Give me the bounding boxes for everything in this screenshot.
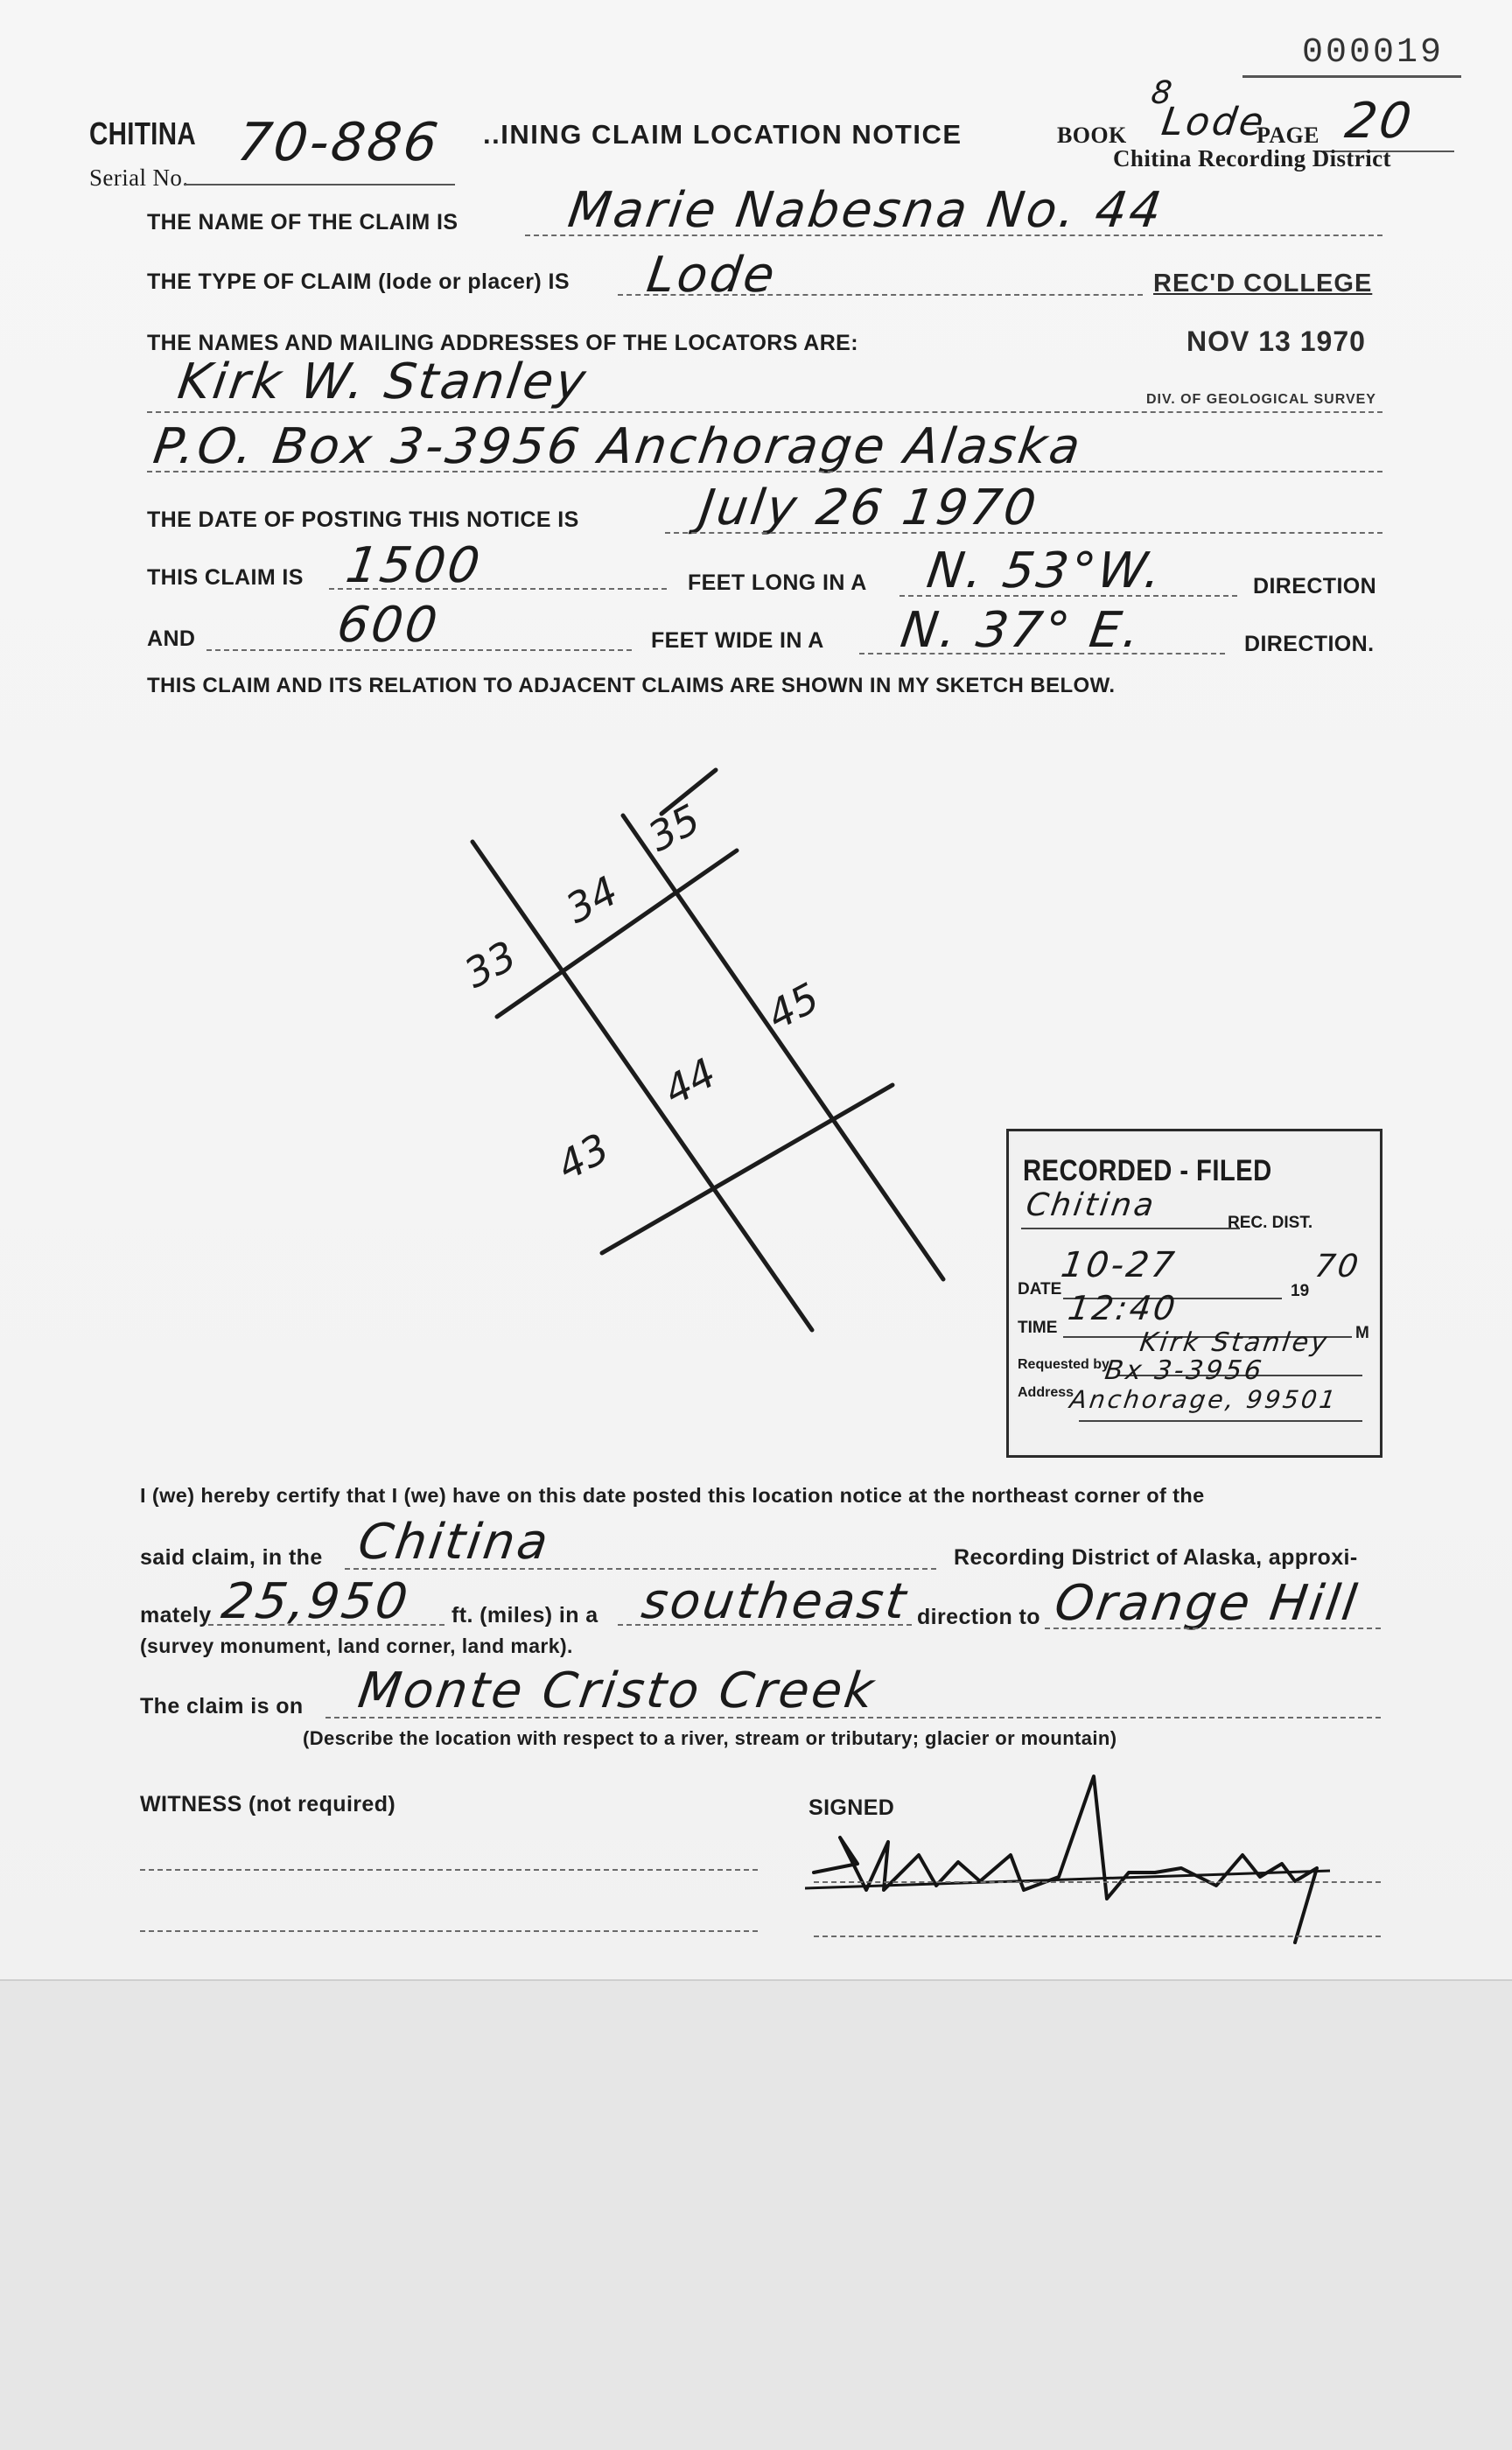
serial-label: Serial No.	[89, 164, 189, 191]
recording-district: Chitina Recording District	[1113, 145, 1391, 172]
sketch-line-top-cross	[497, 850, 737, 1017]
sketch-claim-43: 43	[549, 1124, 617, 1190]
posting-date-value: July 26 1970	[696, 480, 1042, 536]
filed-stamp-time-label: TIME	[1018, 1319, 1058, 1337]
certification-text-1: I (we) hereby certify that I (we) have on this date posted this location notice at the northeast corner of the	[140, 1484, 1205, 1507]
form-title: ..INING CLAIM LOCATION NOTICE	[483, 119, 962, 150]
claim-is-label: THIS CLAIM IS	[147, 565, 304, 590]
describe-note: (Describe the location with respect to a river, stream or tributary; glacier or mountain)	[303, 1727, 1117, 1749]
filed-stamp-date-value: 10-27	[1058, 1245, 1180, 1285]
filed-stamp-year-value: 70	[1312, 1249, 1363, 1284]
filed-stamp-district-line	[1021, 1228, 1240, 1229]
sketch-label: THIS CLAIM AND ITS RELATION TO ADJACENT CLAIMS ARE SHOWN IN MY SKETCH BELOW.	[147, 674, 1116, 697]
certification-text-3b: ft. (miles) in a	[452, 1603, 598, 1628]
witness-line-1	[140, 1869, 758, 1871]
filed-stamp-meridiem: M	[1355, 1324, 1369, 1342]
page-label: PAGE	[1256, 122, 1320, 148]
signed-line-1	[814, 1881, 1381, 1883]
locator-name: Kirk W. Stanley	[174, 354, 592, 410]
locators-label: THE NAMES AND MAILING ADDRESSES OF THE LOCATORS ARE:	[147, 331, 858, 355]
certification-direction-value: southeast	[638, 1573, 912, 1630]
sketch-claim-45: 45	[759, 973, 827, 1040]
scan-lower-margin	[0, 1979, 1512, 2450]
direction-label: DIRECTION	[1253, 574, 1377, 598]
certification-district-line	[345, 1568, 936, 1570]
received-stamp-dept: DIV. OF GEOLOGICAL SURVEY	[1146, 392, 1376, 407]
filed-stamp-rec-dist-label: REC. DIST.	[1228, 1214, 1313, 1232]
length-value: 1500	[342, 537, 486, 594]
sketch-claim-35: 35	[640, 794, 708, 861]
claim-on-value: Monte Cristo Creek	[354, 1662, 880, 1719]
filed-stamp-address-line	[1079, 1420, 1362, 1422]
sketch-claim-33: 33	[456, 931, 524, 998]
filed-stamp-year-prefix: 19	[1291, 1282, 1310, 1300]
claim-name-label: THE NAME OF THE CLAIM IS	[147, 210, 458, 234]
certification-direction-line	[618, 1624, 912, 1626]
filed-stamp-district: Chitina	[1024, 1187, 1158, 1223]
filed-stamp-address-line2: Anchorage, 99501	[1068, 1385, 1340, 1414]
claim-on-label: The claim is on	[140, 1694, 304, 1718]
feet-long-label: FEET LONG IN A	[688, 570, 867, 595]
certification-district-value: Chitina	[354, 1514, 555, 1571]
and-label: AND	[147, 626, 196, 651]
filed-stamp-address-line1: Bx 3-3956	[1102, 1355, 1266, 1386]
witness-line-2	[140, 1930, 758, 1932]
book-value: Lode	[1158, 100, 1270, 144]
certification-text-3c: direction to	[917, 1605, 1040, 1629]
locator-address: P.O. Box 3-3956 Anchorage Alaska	[150, 418, 1087, 475]
certification-text-3a: mately	[140, 1603, 212, 1628]
length-direction: N. 53°W.	[923, 542, 1167, 599]
posting-date-label: THE DATE OF POSTING THIS NOTICE IS	[147, 508, 579, 532]
signed-line-2	[814, 1936, 1381, 1937]
district-stamp: CHITINA	[89, 116, 197, 151]
page-value: 20	[1341, 93, 1418, 150]
claim-name-value: Marie Nabesna No. 44	[564, 182, 1168, 239]
book-label: BOOK	[1057, 122, 1127, 148]
witness-label: WITNESS (not required)	[140, 1792, 396, 1816]
certification-distance-line	[208, 1624, 444, 1626]
width-value: 600	[333, 597, 444, 654]
filed-stamp-requested-value: Kirk Stanley	[1138, 1327, 1332, 1358]
certification-landmark-line	[1045, 1628, 1381, 1629]
certification-landmark-value: Orange Hill	[1051, 1575, 1363, 1632]
sketch-claim-34: 34	[557, 866, 626, 933]
received-stamp-date: NOV 13 1970	[1186, 326, 1366, 357]
serial-value: 70-886	[234, 112, 444, 173]
filed-stamp-date-label: DATE	[1018, 1280, 1062, 1298]
certification-text-2b: Recording District of Alaska, approxi-	[954, 1545, 1358, 1570]
certification-text-4: (survey monument, land corner, land mark).	[140, 1634, 573, 1657]
filed-stamp-time-value: 12:40	[1065, 1289, 1180, 1327]
certification-text-2a: said claim, in the	[140, 1545, 323, 1570]
direction-label-2: DIRECTION.	[1244, 632, 1375, 656]
claim-type-value: Lode	[643, 247, 781, 304]
sketch-line-right-boundary	[623, 816, 943, 1279]
claim-type-label: THE TYPE OF CLAIM (lode or placer) IS	[147, 270, 570, 294]
document-number: 000019	[1302, 33, 1445, 73]
received-stamp-line1: REC'D COLLEGE	[1153, 270, 1373, 298]
signature-mark	[805, 1759, 1382, 1951]
width-direction: N. 37° E.	[897, 602, 1146, 659]
filed-stamp-address-label: Address	[1018, 1385, 1074, 1400]
sketch-line-bottom-cross	[602, 1085, 892, 1253]
feet-wide-label: FEET WIDE IN A	[651, 628, 824, 653]
book-number: 8	[1149, 75, 1177, 111]
certification-distance-value: 25,950	[218, 1573, 414, 1630]
signed-label: SIGNED	[808, 1796, 895, 1820]
sketch-claim-44: 44	[655, 1048, 724, 1115]
claim-on-line	[326, 1717, 1381, 1718]
filed-stamp-title: RECORDED - FILED	[1023, 1154, 1272, 1187]
filed-stamp-requested-label: Requested by	[1018, 1357, 1110, 1372]
recorded-filed-stamp	[1006, 1129, 1382, 1458]
